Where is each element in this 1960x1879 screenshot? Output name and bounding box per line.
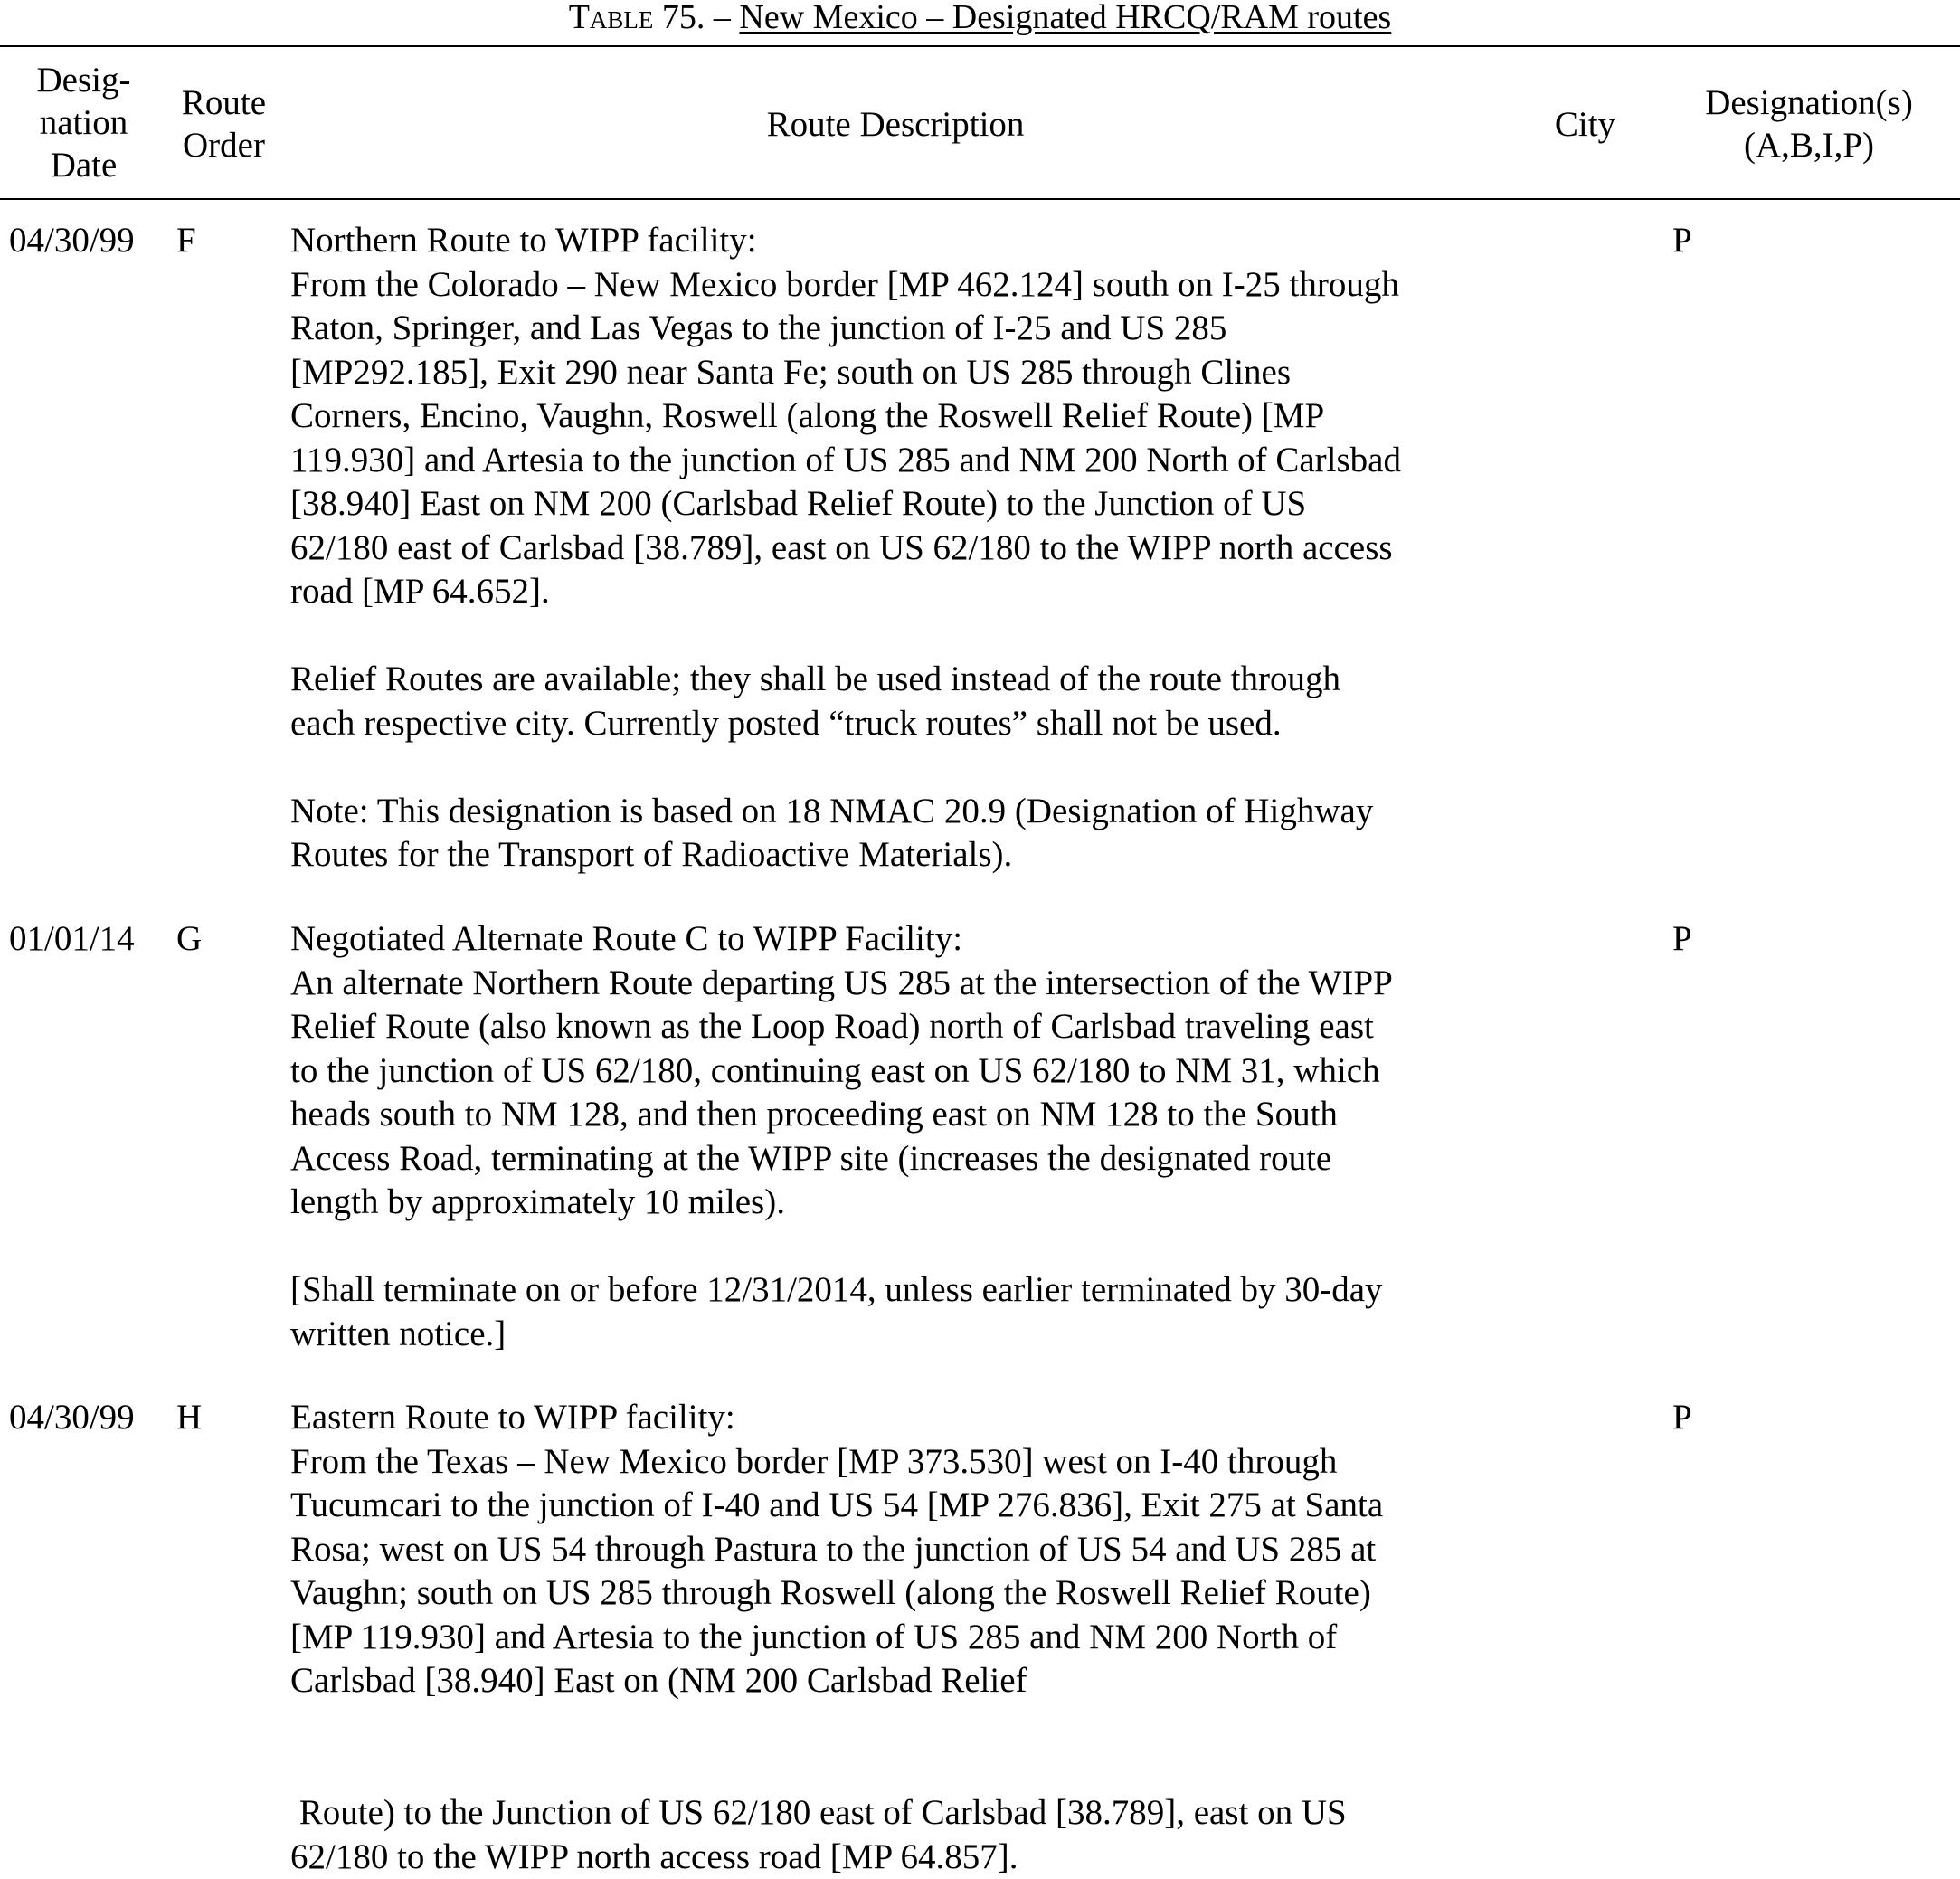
row-1-paragraph-1: [290, 219, 1401, 614]
row-3-description: [290, 1396, 1383, 1703]
description-line: Relief Route (also known as the Loop Road) north of Carlsbad traveling east: [290, 1005, 1393, 1049]
description-line: heads south to NM 128, and then proceeding east on NM 128 to the South: [290, 1093, 1393, 1137]
row-1-paragraph-2: [290, 658, 1401, 745]
row-1-designation: P: [1672, 219, 1692, 263]
description-line: Negotiated Alternate Route C to WIPP Facility:: [290, 917, 1393, 962]
description-line: [MP292.185], Exit 290 near Santa Fe; south on US 285 through Clines: [290, 351, 1401, 395]
caption-prefix: Table 75. –: [569, 0, 740, 36]
row-3-paragraph-1: [290, 1396, 1383, 1703]
header-top-rule: [0, 45, 1960, 47]
description-line: to the junction of US 62/180, continuing east on US 62/180 to NM 31, which: [290, 1049, 1393, 1094]
description-line: written notice.]: [290, 1313, 1393, 1357]
description-line: Note: This designation is based on 18 NMAC 20.9 (Designation of Highway: [290, 790, 1401, 834]
row-1-description: [290, 219, 1401, 878]
description-line: road [MP 64.652].: [290, 570, 1401, 614]
row-2-description: [290, 917, 1393, 1356]
row-3-designation: P: [1672, 1396, 1692, 1440]
row-1-order: F: [176, 219, 196, 263]
description-line: Vaughn; south on US 285 through Roswell (along the Roswell Relief Route): [290, 1571, 1383, 1616]
header-bottom-rule: [0, 198, 1960, 200]
row-2-date: 01/01/14: [9, 917, 135, 962]
description-line: Northern Route to WIPP facility:: [290, 219, 1401, 263]
row-1-paragraph-3: [290, 790, 1401, 878]
row-2-paragraph-2: [290, 1268, 1393, 1356]
caption-title: New Mexico – Designated HRCQ/RAM routes: [739, 0, 1391, 36]
description-line: Rosa; west on US 54 through Pastura to the junction of US 54 and US 285 at: [290, 1528, 1383, 1572]
description-line: Routes for the Transport of Radioactive Materials).: [290, 833, 1401, 878]
header-route-description: Route Description: [289, 103, 1501, 146]
header-designation-date: Desig- nation Date: [0, 59, 167, 186]
description-line: each respective city. Currently posted “truck routes” shall not be used.: [290, 702, 1401, 746]
description-line: Carlsbad [38.940] East on (NM 200 Carlsbad Relief: [290, 1659, 1383, 1703]
header-city: City: [1520, 103, 1651, 146]
description-line: 62/180 to the WIPP north access road [MP 64.857].: [290, 1836, 1347, 1879]
description-line: Eastern Route to WIPP facility:: [290, 1396, 1383, 1440]
description-line: Tucumcari to the junction of I-40 and US 54 [MP 276.836], Exit 275 at Santa: [290, 1484, 1383, 1528]
description-line: Raton, Springer, and Las Vegas to the junction of I-25 and US 285: [290, 307, 1401, 351]
row-3-description-continuation: [290, 1791, 1347, 1879]
row-2-order: G: [176, 917, 202, 962]
description-line: From the Colorado – New Mexico border [MP 462.124] south on I-25 through: [290, 263, 1401, 308]
description-line: [38.940] East on NM 200 (Carlsbad Relief Route) to the Junction of US: [290, 482, 1401, 527]
description-line: [MP 119.930] and Artesia to the junction of US 285 and NM 200 North of: [290, 1616, 1383, 1660]
table-caption: [0, 0, 1960, 34]
description-line: From the Texas – New Mexico border [MP 373.530] west on I-40 through: [290, 1440, 1383, 1485]
description-line: [Shall terminate on or before 12/31/2014, unless earlier terminated by 30-day: [290, 1268, 1393, 1313]
row-1-date: 04/30/99: [9, 219, 135, 263]
description-line: Relief Routes are available; they shall be used instead of the route through: [290, 658, 1401, 702]
row-2-designation: P: [1672, 917, 1692, 962]
description-line: 119.930] and Artesia to the junction of US 285 and NM 200 North of Carlsbad: [290, 439, 1401, 483]
description-line: Corners, Encino, Vaughn, Roswell (along the Roswell Relief Route) [MP: [290, 394, 1401, 439]
description-line: An alternate Northern Route departing US 285 at the intersection of the WIPP: [290, 962, 1393, 1006]
description-line: Access Road, terminating at the WIPP site (increases the designated route: [290, 1137, 1393, 1181]
row-3-order: H: [176, 1396, 202, 1440]
header-route-order: Route Order: [167, 81, 280, 166]
header-designations: Designation(s) (A,B,I,P): [1664, 81, 1954, 166]
row-3-date: 04/30/99: [9, 1396, 135, 1440]
description-line: Route) to the Junction of US 62/180 east of Carlsbad [38.789], east on US: [290, 1791, 1347, 1836]
description-line: 62/180 east of Carlsbad [38.789], east on US 62/180 to the WIPP north access: [290, 527, 1401, 571]
row-2-paragraph-1: [290, 917, 1393, 1225]
description-line: length by approximately 10 miles).: [290, 1181, 1393, 1225]
